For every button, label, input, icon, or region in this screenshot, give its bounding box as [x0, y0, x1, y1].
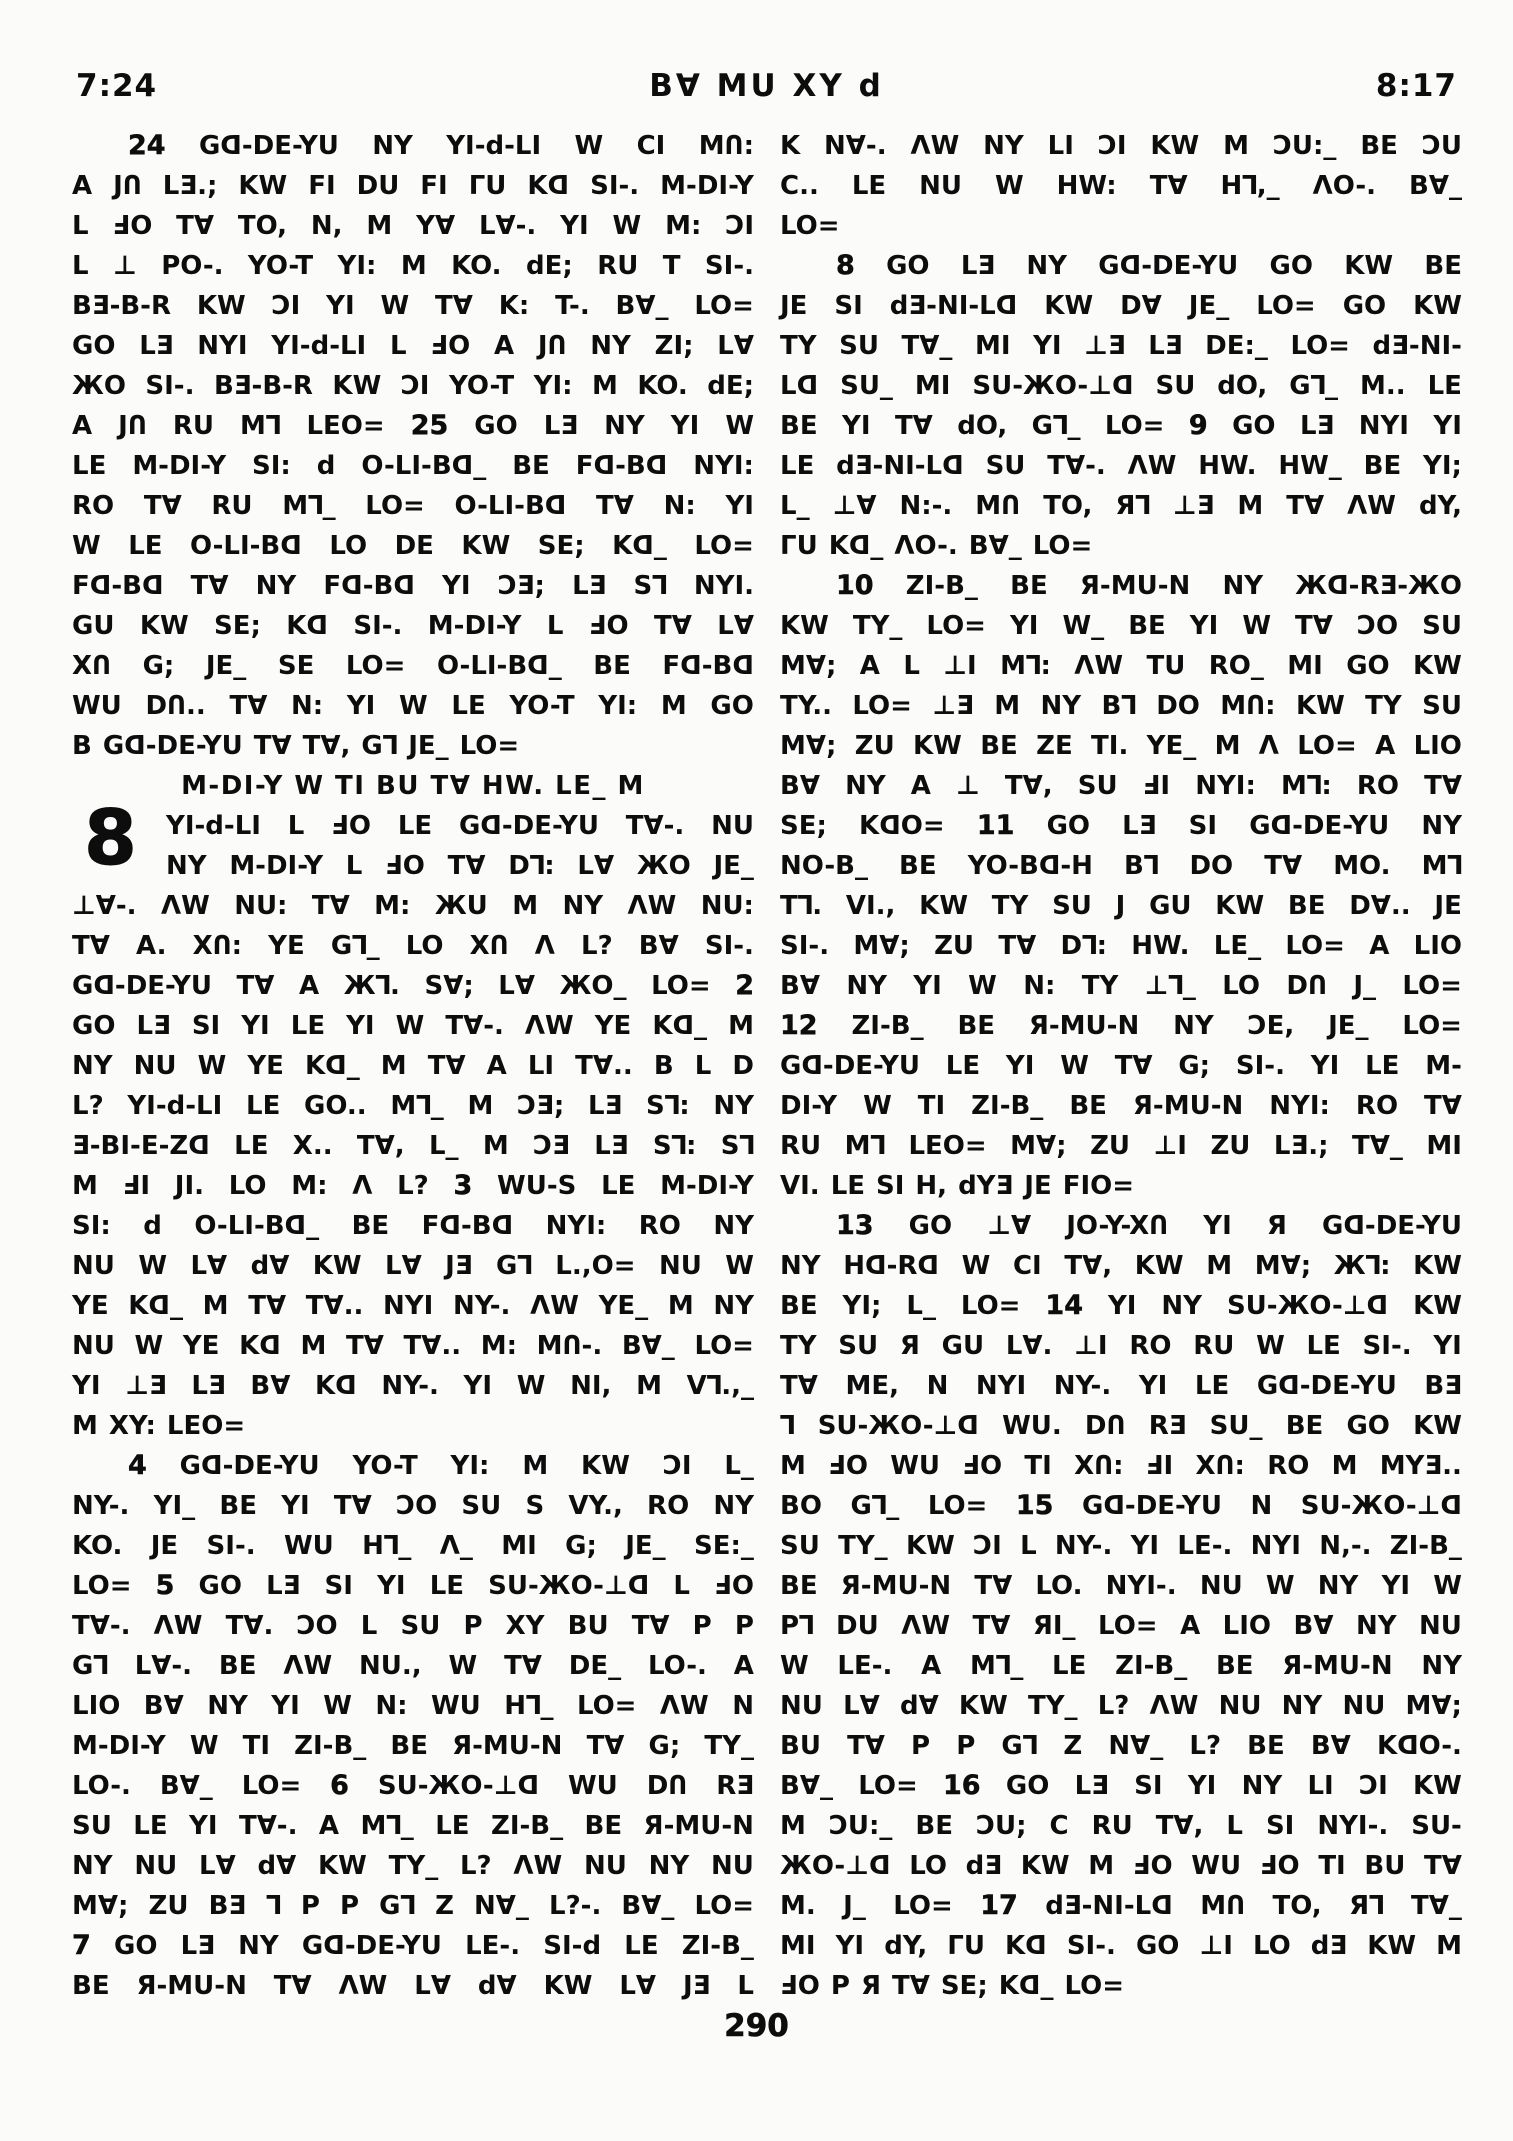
text-line: ЖO SI-. BƎ-B-R KW ƆI YO-T YI: M KO. dE;	[72, 371, 754, 401]
verse-number: 16	[943, 1770, 981, 1801]
verse-number: 9	[1188, 410, 1208, 441]
text-line: M∀; ZU KW BE ZE TI. YE_ M Λ LO= A LIO	[780, 731, 1462, 761]
verse-number: 8	[836, 250, 855, 281]
text-line: LO= 5 GO LƎ SI YI LE SU-ЖO-⊥ᗡ L ℲO	[72, 1566, 754, 1606]
text-line: P⅂ DU ΛW T∀ ЯI_ LO= A LIO B∀ NY NU	[780, 1611, 1462, 1641]
text-line: T∀ A. XՈ: YE G⅂_ LO XՈ Λ L? B∀ SI-.	[72, 931, 754, 961]
text-line: L ℲO T∀ TO, N, M Y∀ L∀-. YI W M: ƆI	[72, 211, 754, 241]
text-line: YI-d-LI L ℲO LE Gᗡ-DE-YU T∀-. NU	[166, 811, 754, 841]
verse-number: 4	[128, 1450, 147, 1481]
text-line: BU T∀ P P G⅂ Z N∀_ L? BE B∀ KᗡO-.	[780, 1731, 1462, 1761]
text-line: 24 Gᗡ-DE-YU NY YI-d-LI W CI MՈ:	[72, 126, 754, 166]
text-line: M∀; ZU BƎ ⅂ P P G⅂ Z N∀_ L?-. B∀_ LO=	[72, 1891, 754, 1921]
text-line: L ⊥ PO-. YO-T YI: M KO. dE; RU T SI-.	[72, 251, 754, 281]
text-line: 4 Gᗡ-DE-YU YO-T YI: M KW ƆI L_	[72, 1446, 754, 1486]
text-line: G⅂ L∀-. BE ΛW NU., W T∀ DE_ LO-. A	[72, 1651, 754, 1681]
text-line: NY NU W YE Kᗡ_ M T∀ A LI T∀.. B L D	[72, 1051, 754, 1081]
verse-number: 11	[976, 810, 1015, 841]
text-line: KW TY_ LO= YI W_ BE YI W T∀ ƆO SU	[780, 611, 1462, 641]
text-line: NY Hᗡ-Rᗡ W CI T∀, KW M M∀; Ж⅂: KW	[780, 1251, 1462, 1281]
text-line: Ǝ-BI-E-Zᗡ LE X.. T∀, L_ M ƆƎ LƎ S⅂: S⅂	[72, 1131, 754, 1161]
text-line: B∀ NY A ⊥ T∀, SU ℲI NYI: M⅂: RO T∀	[780, 771, 1462, 801]
text-line: Gᗡ-DE-YU LE YI W T∀ G; SI-. YI LE M-	[780, 1051, 1462, 1081]
text-line: XՈ G; JE_ SE LO= O-LI-Bᗡ_ BE Fᗡ-Bᗡ	[72, 651, 754, 681]
text-line: LE M-DI-Y SI: d O-LI-Bᗡ_ BE Fᗡ-Bᗡ NYI:	[72, 451, 754, 481]
text-line: BƎ-B-R KW ƆI YI W T∀ K: T-. B∀_ LO=	[72, 291, 754, 321]
text-line: L_ ⊥∀ N:-. MՈ TO, Я⅂ ⊥Ǝ M T∀ ΛW dY,	[780, 491, 1462, 521]
text-line: B Gᗡ-DE-YU T∀ T∀, G⅂ JE_ LO=	[72, 731, 520, 761]
header-left-verse-ref: 7:24	[76, 68, 158, 104]
text-line: SU LE YI T∀-. A M⅂_ LE ZI-B_ BE Я-MU-N	[72, 1811, 754, 1841]
text-line: TY.. LO= ⊥Ǝ M NY B⅂ DO MՈ: KW TY SU	[780, 691, 1462, 721]
text-line: KO. JE SI-. WU H⅂_ Λ_ MI G; JE_ SE:_	[72, 1531, 754, 1561]
verse-number: 24	[128, 130, 166, 161]
text-line: 7 GO LƎ NY Gᗡ-DE-YU LE-. SI-d LE ZI-B_	[72, 1926, 754, 1966]
text-line: LO=	[780, 211, 840, 241]
text-line: BE YI; L_ LO= 14 YI NY SU-ЖO-⊥ᗡ KW	[780, 1286, 1462, 1326]
text-line: B∀ NY YI W N: TY ⊥⅂_ LO DՈ J_ LO=	[780, 971, 1462, 1001]
text-line: NU W L∀ d∀ KW L∀ JƎ G⅂ L.,O= NU W	[72, 1251, 754, 1281]
text-line: JE SI dƎ-NI-Lᗡ KW D∀ JE_ LO= GO KW	[780, 291, 1462, 321]
verse-number: 13	[836, 1210, 874, 1241]
text-line: NU W YE Kᗡ M T∀ T∀.. M: MՈ-. B∀_ LO=	[72, 1331, 754, 1361]
verse-number: 12	[780, 1010, 818, 1041]
verse-number: 5	[155, 1570, 175, 1601]
header-right-verse-ref: 8:17	[1375, 68, 1457, 104]
text-line: ⊥∀-. ΛW NU: T∀ M: ЖU M NY ΛW NU:	[72, 891, 754, 921]
text-line: TY SU Я GU L∀. ⊥I RO RU W LE SI-. YI	[780, 1331, 1462, 1361]
text-line: GO LƎ NYI YI-d-LI L ℲO A JՈ NY ZI; L∀	[72, 331, 754, 361]
text-body	[72, 126, 1462, 2006]
text-line: NY NU L∀ d∀ KW TY_ L? ΛW NU NY NU	[72, 1851, 754, 1881]
text-line: ЖO-⊥ᗡ LO dƎ KW M ℲO WU ℲO TI BU T∀	[780, 1851, 1462, 1881]
text-line: LE dƎ-NI-Lᗡ SU T∀-. ΛW HW. HW_ BE YI;	[780, 451, 1462, 481]
verse-number: 25	[410, 410, 449, 441]
text-line: M. J_ LO= 17 dƎ-NI-Lᗡ MՈ TO, Я⅂ T∀_	[780, 1886, 1462, 1926]
text-line: BO G⅂_ LO= 15 Gᗡ-DE-YU N SU-ЖO-⊥ᗡ	[780, 1486, 1462, 1526]
text-line: M∀; A L ⊥I M⅂: ΛW TU RO_ MI GO KW	[780, 651, 1462, 681]
text-line: RU M⅂ LEO= M∀; ZU ⊥I ZU LƎ.; T∀_ MI	[780, 1131, 1462, 1161]
text-line: M-DI-Y W TI ZI-B_ BE Я-MU-N T∀ G; TY_	[72, 1731, 754, 1761]
text-line: A JՈ RU M⅂ LEO= 25 GO LƎ NY YI W	[72, 406, 754, 446]
text-line: W LE-. A M⅂_ LE ZI-B_ BE Я-MU-N NY	[780, 1651, 1462, 1681]
text-line: YE Kᗡ_ M T∀ T∀.. NYI NY-. ΛW YE_ M NY	[72, 1291, 754, 1321]
text-line: NU L∀ d∀ KW TY_ L? ΛW NU NY NU M∀;	[780, 1691, 1462, 1721]
text-line: M ℲI JI. LO M: Λ L? 3 WU-S LE M-DI-Y	[72, 1166, 754, 1206]
text-line: WU DՈ.. T∀ N: YI W LE YO-T YI: M GO	[72, 691, 754, 721]
text-line: YI ⊥Ǝ LƎ B∀ Kᗡ NY-. YI W NI, M V⅂.,_	[72, 1371, 754, 1401]
text-line: LO-. B∀_ LO= 6 SU-ЖO-⊥ᗡ WU DՈ RƎ	[72, 1766, 754, 1806]
text-line: 12 ZI-B_ BE Я-MU-N NY ƆE, JE_ LO=	[780, 1006, 1462, 1046]
left-column	[72, 126, 754, 2006]
text-line: 13 GO ⊥∀ JO-Y-XՈ YI Я Gᗡ-DE-YU	[780, 1206, 1462, 1246]
text-line: T⅂. VI., KW TY SU J GU KW BE D∀.. JE	[780, 891, 1462, 921]
text-line: MI YI dY, ΓU Kᗡ SI-. GO ⊥I LO dƎ KW M	[780, 1931, 1462, 1961]
verse-number: 3	[453, 1170, 473, 1201]
text-line: LIO B∀ NY YI W N: WU H⅂_ LO= ΛW N	[72, 1691, 754, 1721]
text-line: L? YI-d-LI LE GO.. M⅂_ M ƆƎ; LƎ S⅂: NY	[72, 1091, 754, 1121]
text-line: NY M-DI-Y L ℲO T∀ D⅂: L∀ ЖO JE_	[166, 851, 754, 881]
book-title: B∀ MU XY d	[649, 68, 884, 104]
text-line: ℲO P Я T∀ SE; Kᗡ_ LO=	[780, 1971, 1124, 2001]
right-column	[780, 126, 1462, 2006]
text-line: BE Я-MU-N T∀ ΛW L∀ d∀ KW L∀ JƎ L	[72, 1971, 754, 2001]
text-line: ΓU Kᗡ_ ΛO-. B∀_ LO=	[780, 531, 1093, 561]
text-line: SI-. M∀; ZU T∀ D⅂: HW. LE_ LO= A LIO	[780, 931, 1462, 961]
text-line: VI. LE SI H, dYƎ JE FIO=	[780, 1171, 1135, 1201]
text-line: Lᗡ SU_ MI SU-ЖO-⊥ᗡ SU dO, G⅂_ M.. LE	[780, 371, 1462, 401]
text-line: ⅂ SU-ЖO-⊥ᗡ WU. DՈ RƎ SU_ BE GO KW	[780, 1411, 1462, 1441]
text-line: T∀-. ΛW T∀. ƆO L SU P XY BU T∀ P P	[72, 1611, 754, 1641]
text-line: M ℲO WU ℲO TI XՈ: ℲI XՈ: RO M MYƎ..	[780, 1451, 1462, 1481]
page-number: 290	[724, 2008, 789, 2044]
text-line: SE; KᗡO= 11 GO LƎ SI Gᗡ-DE-YU NY	[780, 806, 1462, 846]
verse-number: 17	[980, 1890, 1018, 1921]
verse-number: 14	[1045, 1290, 1083, 1321]
text-line: A JՈ LƎ.; KW FI DU FI ΓU Kᗡ SI-. M-DI-Y	[72, 171, 754, 201]
text-line: RO T∀ RU M⅂_ LO= O-LI-Bᗡ T∀ N: YI	[72, 491, 754, 521]
text-line: BE Я-MU-N T∀ LO. NYI-. NU W NY YI W	[780, 1571, 1462, 1601]
verse-number: 2	[735, 970, 754, 1001]
text-line: W LE O-LI-Bᗡ LO DE KW SE; Kᗡ_ LO=	[72, 531, 754, 561]
text-line: T∀ ME, N NYI NY-. YI LE Gᗡ-DE-YU BƎ	[780, 1371, 1462, 1401]
text-line: Gᗡ-DE-YU T∀ A Ж⅂. S∀; L∀ ЖO_ LO= 2	[72, 966, 754, 1006]
text-line: 8 GO LƎ NY Gᗡ-DE-YU GO KW BE	[780, 246, 1462, 286]
chapter-number: 8	[84, 793, 137, 882]
text-line: GO LƎ SI YI LE YI W T∀-. ΛW YE Kᗡ_ M	[72, 1011, 754, 1041]
text-line: M ƆU:_ BE ƆU; C RU T∀, L SI NYI-. SU-	[780, 1811, 1462, 1841]
verse-number: 6	[330, 1770, 349, 1801]
text-line: B∀_ LO= 16 GO LƎ SI YI NY LI ƆI KW	[780, 1766, 1462, 1806]
text-line: NO-B_ BE YO-Bᗡ-H B⅂ DO T∀ MO. M⅂	[780, 851, 1462, 881]
text-line: C.. LE NU W HW: T∀ H⅂,_ ΛO-. B∀_	[780, 171, 1462, 201]
text-line: NY-. YI_ BE YI T∀ ƆO SU S VY., RO NY	[72, 1491, 754, 1521]
running-head	[76, 68, 1457, 104]
text-line: SU TY_ KW ƆI L NY-. YI LE-. NYI N,-. ZI-B_	[780, 1531, 1462, 1561]
text-line: M XY: LEO=	[72, 1411, 246, 1441]
text-line: Fᗡ-Bᗡ T∀ NY Fᗡ-Bᗡ YI ƆƎ; LƎ S⅂ NYI.	[72, 571, 754, 601]
verse-number: 7	[72, 1930, 91, 1961]
section-heading: M-DI-Y W TI BU T∀ HW. LE_ M	[181, 771, 645, 801]
verse-number: 10	[836, 570, 874, 601]
text-line: GU KW SE; Kᗡ SI-. M-DI-Y L ℲO T∀ L∀	[72, 611, 754, 641]
text-line: DI-Y W TI ZI-B_ BE Я-MU-N NYI: RO T∀	[780, 1091, 1462, 1121]
text-line: TY SU T∀_ MI YI ⊥Ǝ LƎ DE:_ LO= dƎ-NI-	[780, 331, 1462, 361]
text-line: K N∀-. ΛW NY LI ƆI KW M ƆU:_ BE ƆU	[780, 131, 1462, 161]
verse-number: 15	[1015, 1490, 1054, 1521]
text-line: BE YI T∀ dO, G⅂_ LO= 9 GO LƎ NYI YI	[780, 406, 1462, 446]
text-line: 10 ZI-B_ BE Я-MU-N NY Жᗡ-RƎ-ЖO	[780, 566, 1462, 606]
text-line: SI: d O-LI-Bᗡ_ BE Fᗡ-Bᗡ NYI: RO NY	[72, 1211, 754, 1241]
